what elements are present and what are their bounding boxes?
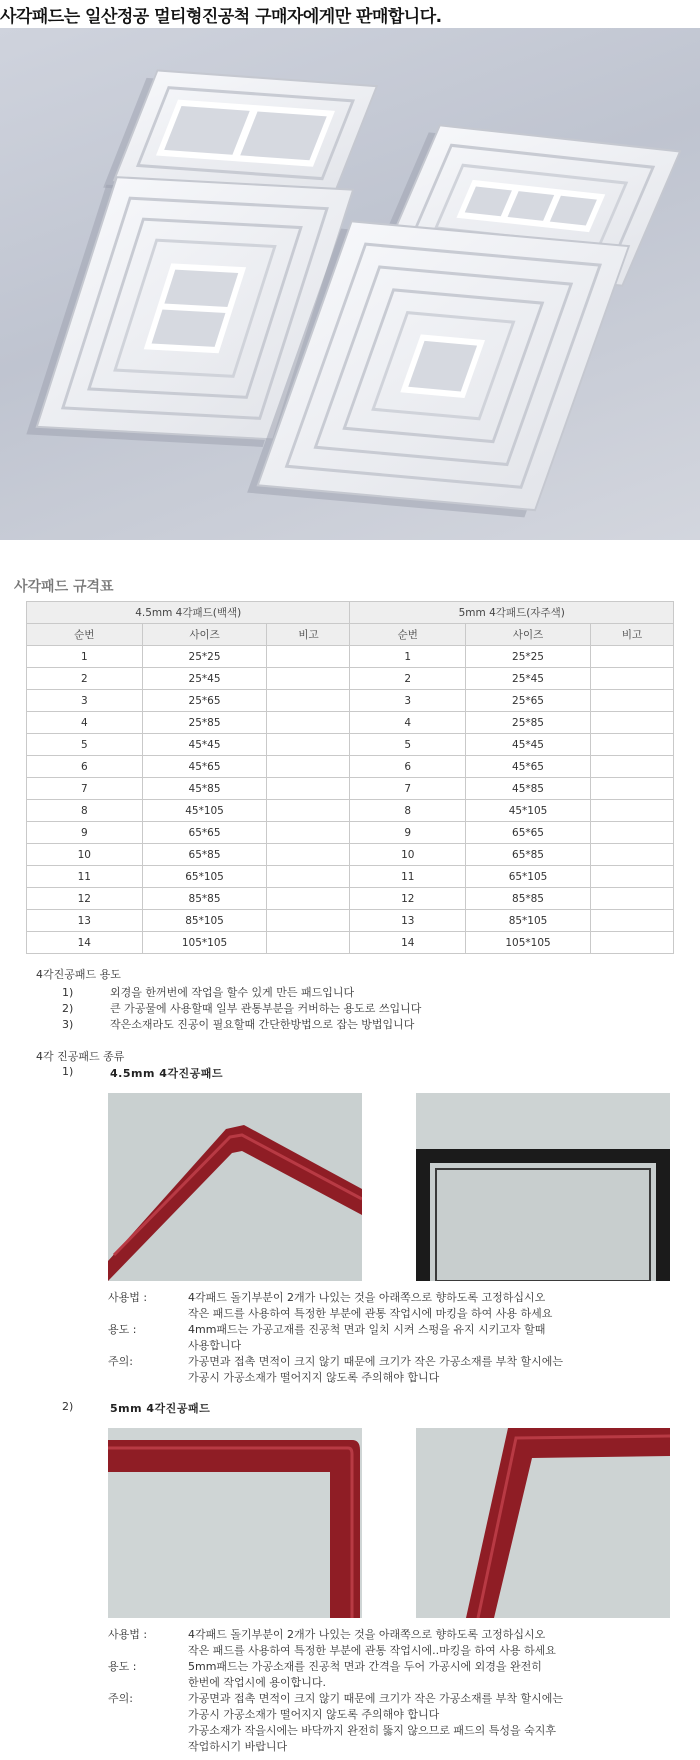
cell-note — [267, 712, 350, 734]
desc-row — [108, 1290, 563, 1322]
cell-size: 85*85 — [466, 888, 591, 910]
cell-number: 9 — [350, 822, 466, 844]
list-item-text: 작은소재라도 진공이 필요할때 간단한방법으로 잡는 방법입니다 — [110, 1018, 415, 1031]
column-header-note: 비고 — [590, 624, 673, 646]
cell-number: 10 — [27, 844, 143, 866]
cell-number: 13 — [27, 910, 143, 932]
cell-size: 25*45 — [466, 668, 591, 690]
cell-size: 85*105 — [466, 910, 591, 932]
cell-note — [590, 668, 673, 690]
desc-line: 작은 패드를 사용하여 특정한 부분에 관통 작업시에 마킹을 하여 사용 하세요 — [188, 1307, 553, 1320]
cell-number: 2 — [350, 668, 466, 690]
cell-note — [267, 690, 350, 712]
desc-line: 가공면과 접촉 면적이 크지 않기 때문에 크기가 작은 가공소재를 부착 할시에는 — [188, 1692, 563, 1705]
cell-size: 65*105 — [466, 866, 591, 888]
desc-label: 용도 : — [108, 1660, 137, 1673]
cell-note — [267, 734, 350, 756]
desc-label: 사용법 : — [108, 1291, 148, 1304]
cell-size: 45*45 — [466, 734, 591, 756]
type2-name: 5mm 4각진공패드 — [110, 1402, 211, 1415]
cell-number: 13 — [350, 910, 466, 932]
cell-size: 65*85 — [466, 844, 591, 866]
cell-number: 8 — [350, 800, 466, 822]
type1-heading — [62, 1065, 223, 1081]
desc-line: 작업하시기 바랍니다 — [188, 1740, 288, 1753]
usage-title: 4각진공패드 용도 — [36, 968, 121, 981]
cell-size: 25*25 — [142, 646, 267, 668]
table-row — [27, 844, 674, 866]
cell-size: 25*65 — [466, 690, 591, 712]
cell-number: 11 — [350, 866, 466, 888]
desc-text — [188, 1659, 563, 1691]
list-item-number: 1) — [62, 986, 74, 999]
cell-size: 65*65 — [466, 822, 591, 844]
cell-note — [267, 932, 350, 954]
cell-size: 65*85 — [142, 844, 267, 866]
cell-size: 85*85 — [142, 888, 267, 910]
desc-line: 작은 패드를 사용하여 특정한 부분에 관통 작업시에..마킹을 하여 사용 하세요 — [188, 1644, 556, 1657]
cell-note — [267, 844, 350, 866]
column-header-size: 사이즈 — [466, 624, 591, 646]
cell-note — [590, 712, 673, 734]
cell-number: 6 — [27, 756, 143, 778]
cell-note — [267, 888, 350, 910]
cell-size: 45*85 — [466, 778, 591, 800]
desc-line: 가공소재가 작을시에는 바닥까지 완전히 뚫지 않으므로 패드의 특성을 숙지후 — [188, 1724, 557, 1737]
cell-number: 4 — [27, 712, 143, 734]
desc-label: 주의: — [108, 1355, 133, 1368]
cell-note — [590, 888, 673, 910]
desc-label: 주의: — [108, 1692, 133, 1705]
table-row — [27, 646, 674, 668]
type2-description — [108, 1627, 563, 1755]
desc-text — [188, 1290, 563, 1322]
table-row — [27, 822, 674, 844]
cell-note — [590, 844, 673, 866]
desc-line: 가공면과 접촉 면적이 크지 않기 때문에 크기가 작은 가공소재를 부착 할시에는 — [188, 1355, 563, 1368]
desc-line: 가공시 가공소재가 떨어지지 않도록 주의해야 합니다 — [188, 1371, 440, 1384]
desc-line: 가공시 가공소재가 떨어지지 않도록 주의해야 합니다 — [188, 1708, 440, 1721]
type1-photo-black-frame — [416, 1093, 670, 1281]
hero-photo — [0, 28, 700, 540]
desc-row — [108, 1659, 563, 1691]
spec-group-header-row — [27, 602, 674, 624]
cell-size: 65*105 — [142, 866, 267, 888]
cell-note — [590, 690, 673, 712]
desc-text — [188, 1322, 563, 1354]
cell-size: 25*45 — [142, 668, 267, 690]
cell-number: 3 — [27, 690, 143, 712]
cell-note — [590, 822, 673, 844]
desc-line: 4각패드 돌기부분이 2개가 나있는 것을 아래쪽으로 향하도록 고정하십시오 — [188, 1628, 546, 1641]
cell-size: 85*105 — [142, 910, 267, 932]
cell-number: 7 — [350, 778, 466, 800]
table-row — [27, 734, 674, 756]
cell-size: 105*105 — [142, 932, 267, 954]
cell-number: 6 — [350, 756, 466, 778]
cell-size: 45*105 — [142, 800, 267, 822]
desc-text — [188, 1627, 563, 1659]
type1-name: 4.5mm 4각진공패드 — [110, 1067, 224, 1080]
cell-number: 14 — [350, 932, 466, 954]
cell-note — [590, 756, 673, 778]
table-row — [27, 866, 674, 888]
cell-note — [267, 778, 350, 800]
table-row — [27, 756, 674, 778]
spec-table — [26, 601, 674, 954]
cell-note — [590, 866, 673, 888]
white-pads-illustration — [0, 28, 700, 540]
cell-note — [590, 932, 673, 954]
desc-line: 4각패드 돌기부분이 2개가 나있는 것을 아래쪽으로 향하도록 고정하십시오 — [188, 1291, 546, 1304]
cell-size: 65*65 — [142, 822, 267, 844]
table-row — [27, 712, 674, 734]
usage-list — [62, 985, 421, 1033]
desc-line: 한번에 작업시에 용이합니다. — [188, 1676, 327, 1689]
cell-note — [590, 646, 673, 668]
table-row — [27, 778, 674, 800]
cell-note — [590, 778, 673, 800]
cell-number: 5 — [350, 734, 466, 756]
desc-row — [108, 1354, 563, 1386]
cell-size: 45*85 — [142, 778, 267, 800]
column-header-size: 사이즈 — [142, 624, 267, 646]
cell-note — [267, 646, 350, 668]
cell-number: 10 — [350, 844, 466, 866]
desc-text — [188, 1691, 563, 1755]
desc-line: 5mm패드는 가공소재를 진공척 면과 간격을 두어 가공시에 외경을 완전히 — [188, 1660, 542, 1673]
cell-number: 1 — [27, 646, 143, 668]
cell-note — [267, 910, 350, 932]
type1-description — [108, 1290, 563, 1386]
desc-row — [108, 1627, 563, 1659]
spec-table-body — [27, 646, 674, 954]
cell-number: 12 — [27, 888, 143, 910]
table-row — [27, 888, 674, 910]
desc-text — [188, 1354, 563, 1386]
table-row — [27, 800, 674, 822]
group-b-header: 5mm 4각패드(자주색) — [350, 602, 674, 624]
page-title: 사각패드는 일산정공 멀티형진공척 구매자에게만 판매합니다. — [0, 7, 442, 27]
cell-number: 8 — [27, 800, 143, 822]
cell-number: 3 — [350, 690, 466, 712]
list-item — [62, 985, 421, 1001]
cell-note — [590, 910, 673, 932]
cell-size: 105*105 — [466, 932, 591, 954]
cell-size: 45*65 — [142, 756, 267, 778]
cell-number: 11 — [27, 866, 143, 888]
cell-note — [267, 756, 350, 778]
type2-heading — [62, 1400, 210, 1416]
cell-note — [590, 734, 673, 756]
table-row — [27, 932, 674, 954]
list-item-text: 외경을 한꺼번에 작업을 할수 있게 만든 패드입니다 — [110, 986, 355, 999]
desc-row — [108, 1691, 563, 1755]
spec-table-title: 사각패드 규격표 — [14, 579, 114, 595]
cell-number: 2 — [27, 668, 143, 690]
cell-number: 12 — [350, 888, 466, 910]
desc-label: 사용법 : — [108, 1628, 148, 1641]
desc-row — [108, 1322, 563, 1354]
table-row — [27, 668, 674, 690]
type2-photo-red-corner — [108, 1428, 362, 1618]
cell-number: 14 — [27, 932, 143, 954]
desc-line: 4mm패드는 가공고재를 진공척 면과 일치 시켜 스펑을 유지 시키고자 할때 — [188, 1323, 546, 1336]
list-item-number: 2) — [62, 1002, 74, 1015]
list-item — [62, 1017, 421, 1033]
cell-size: 45*105 — [466, 800, 591, 822]
column-header-note: 비고 — [267, 624, 350, 646]
desc-label: 용도 : — [108, 1323, 137, 1336]
list-item-number: 3) — [62, 1018, 74, 1031]
type1-photo-red-corner — [108, 1093, 362, 1281]
cell-size: 25*85 — [466, 712, 591, 734]
cell-number: 4 — [350, 712, 466, 734]
list-item-text: 큰 가공물에 사용할때 일부 관통부분을 커버하는 용도로 쓰입니다 — [110, 1002, 422, 1015]
group-a-header: 4.5mm 4각패드(백색) — [27, 602, 350, 624]
list-item — [62, 1001, 421, 1017]
spec-column-header-row — [27, 624, 674, 646]
column-header-number: 순번 — [350, 624, 466, 646]
cell-size: 45*45 — [142, 734, 267, 756]
cell-note — [267, 866, 350, 888]
cell-size: 25*85 — [142, 712, 267, 734]
cell-note — [590, 800, 673, 822]
cell-number: 5 — [27, 734, 143, 756]
cell-number: 9 — [27, 822, 143, 844]
type2-photo-red-frame — [416, 1428, 670, 1618]
type1-number: 1) — [62, 1065, 74, 1078]
cell-number: 1 — [350, 646, 466, 668]
type2-number: 2) — [62, 1400, 74, 1413]
types-title: 4각 진공패드 종류 — [36, 1050, 125, 1063]
cell-note — [267, 668, 350, 690]
cell-size: 25*25 — [466, 646, 591, 668]
cell-size: 45*65 — [466, 756, 591, 778]
column-header-number: 순번 — [27, 624, 143, 646]
cell-note — [267, 822, 350, 844]
table-row — [27, 910, 674, 932]
cell-number: 7 — [27, 778, 143, 800]
cell-size: 25*65 — [142, 690, 267, 712]
table-row — [27, 690, 674, 712]
desc-line: 사용합니다 — [188, 1339, 242, 1352]
cell-note — [267, 800, 350, 822]
